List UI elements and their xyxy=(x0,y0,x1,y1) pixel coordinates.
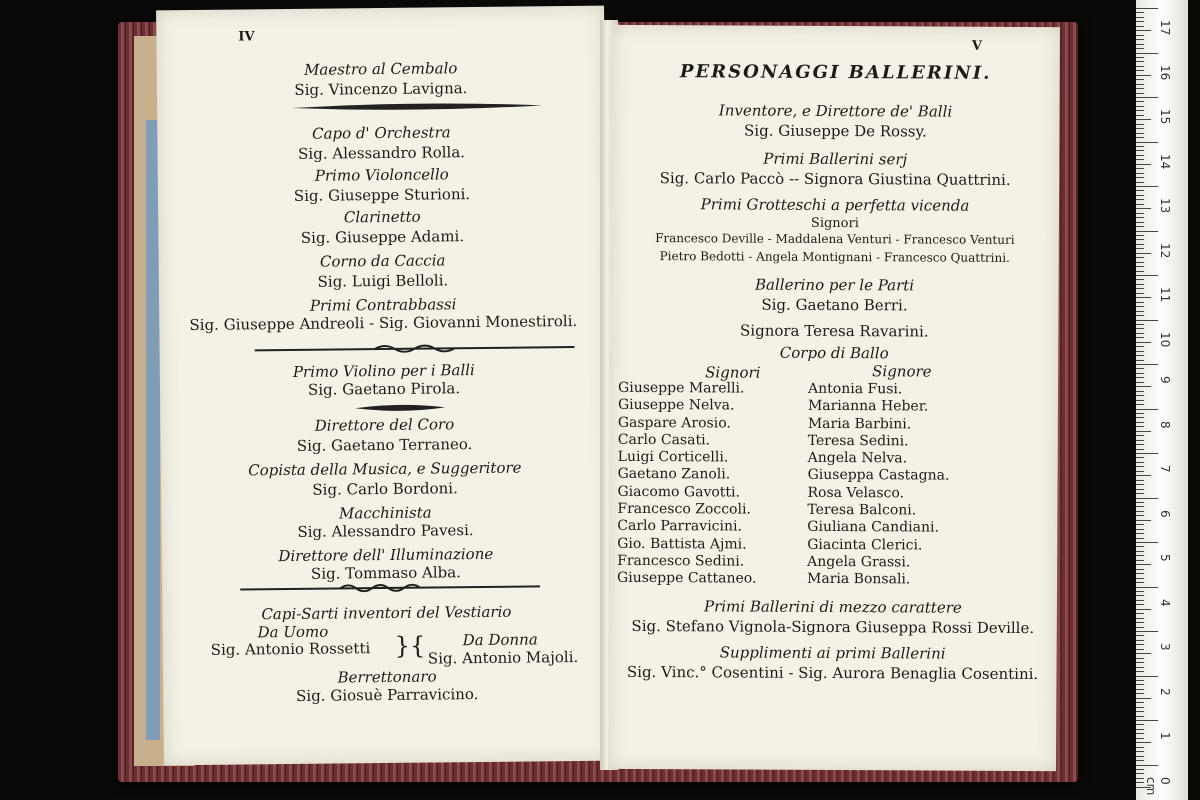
ruler-number: 8 xyxy=(1158,420,1172,429)
signori-list xyxy=(617,380,757,588)
ruler-tick xyxy=(1136,284,1144,285)
ruler-tick xyxy=(1136,578,1144,579)
ruler-tick xyxy=(1136,168,1144,169)
ruler-number: 7 xyxy=(1158,465,1172,473)
heading-line: Primo Violoncello xyxy=(314,165,449,185)
heading-line: Maestro al Cembalo xyxy=(303,59,458,79)
ornament-rule-2 xyxy=(255,343,575,354)
heading-line: Corno da Caccia xyxy=(319,251,446,271)
brace-ornament: }{ xyxy=(394,631,426,660)
ruler-tick xyxy=(1136,208,1151,209)
ruler-tick xyxy=(1136,449,1144,450)
ruler-tick xyxy=(1136,297,1151,298)
ruler-number: 9 xyxy=(1158,376,1172,384)
ruler-tick xyxy=(1136,386,1151,387)
ruler-tick xyxy=(1136,150,1144,151)
ruler-tick xyxy=(1136,471,1144,472)
ruler-tick xyxy=(1136,21,1144,22)
ruler-tick xyxy=(1136,502,1144,503)
ruler-tick xyxy=(1136,680,1144,681)
ruler-tick xyxy=(1136,315,1144,316)
name-line: Signori xyxy=(810,215,859,232)
ruler-tick xyxy=(1136,159,1144,160)
signore-name: Maria Barbini. xyxy=(807,415,912,432)
ruler-tick xyxy=(1136,600,1144,601)
ruler-tick xyxy=(1136,555,1144,556)
ruler-tick xyxy=(1136,271,1144,272)
ruler-tick xyxy=(1136,66,1144,67)
name-line: Sig. Vinc.° Cosentini - Sig. Aurora Benaglia Cosentini. xyxy=(626,662,1039,684)
ruler-tick xyxy=(1136,262,1144,263)
ruler-tick xyxy=(1136,333,1144,334)
ruler-number: 15 xyxy=(1158,109,1172,125)
ruler-tick xyxy=(1136,711,1144,712)
sarti-donna-name: Sig. Antonio Majoli. xyxy=(427,647,579,668)
ruler-tick xyxy=(1136,538,1144,539)
ruler-tick xyxy=(1136,440,1144,441)
ruler-number: 6 xyxy=(1158,509,1172,518)
ruler-tick xyxy=(1136,311,1144,312)
sarti-uomo-name: Sig. Antonio Rossetti xyxy=(210,639,371,659)
name-line: Sig. Giosuè Parravicino. xyxy=(295,685,479,705)
ruler-tick xyxy=(1136,360,1144,361)
ruler-tick xyxy=(1136,587,1158,588)
signore-name: Rosa Velasco. xyxy=(807,484,905,502)
name-line: Sig. Giuseppe Adami. xyxy=(300,227,465,247)
heading-line: Primi Ballerini di mezzo carattere xyxy=(703,597,962,617)
signori-name: Gaetano Zanoli. xyxy=(617,466,731,483)
ruler-tick xyxy=(1136,622,1144,623)
measuring-ruler xyxy=(1136,0,1188,800)
ruler-tick xyxy=(1136,235,1144,236)
ruler-tick xyxy=(1136,391,1144,392)
ruler-tick xyxy=(1136,760,1144,761)
signori-name: Giuseppe Cattaneo. xyxy=(617,570,757,587)
ruler-tick xyxy=(1136,355,1144,356)
signori-name: Carlo Parravicini. xyxy=(617,518,743,535)
ruler-tick xyxy=(1136,182,1144,183)
ruler-tick xyxy=(1136,631,1158,632)
signore-list xyxy=(807,381,950,589)
heading-line: Direttore dell' Illuminazione xyxy=(278,544,494,566)
ruler-tick xyxy=(1136,422,1144,423)
ruler-tick xyxy=(1136,39,1144,40)
ruler-tick xyxy=(1136,466,1144,467)
heading-line: Direttore del Coro xyxy=(314,415,455,435)
ruler-tick xyxy=(1136,551,1144,552)
ruler-tick xyxy=(1136,190,1144,191)
name-line: Sig. Giuseppe Sturioni. xyxy=(293,185,471,205)
ruler-tick xyxy=(1136,217,1144,218)
name-line: Sig. Carlo Paccò -- Signora Giustina Quattrini. xyxy=(659,169,1011,189)
ruler-tick xyxy=(1136,533,1144,534)
ruler-tick xyxy=(1136,564,1151,565)
heading-line: Supplimenti ai primi Ballerini xyxy=(719,643,946,663)
name-line: Sig. Alessandro Rolla. xyxy=(298,143,466,163)
ruler-tick xyxy=(1136,12,1144,13)
page-number-left: IV xyxy=(238,29,255,45)
ruler-tick xyxy=(1136,671,1144,672)
page-title: PERSONAGGI BALLERINI. xyxy=(679,61,992,84)
heading-line: Berrettonaro xyxy=(337,667,437,687)
ruler-tick xyxy=(1136,635,1144,636)
ruler-tick xyxy=(1136,676,1158,677)
ruler-tick xyxy=(1136,239,1144,240)
ruler-tick xyxy=(1136,146,1144,147)
ruler-tick xyxy=(1136,115,1144,116)
name-line: Pietro Bedotti - Angela Montignani - Francesco Quattrini. xyxy=(659,249,1010,265)
ruler-tick xyxy=(1136,204,1144,205)
ruler-tick xyxy=(1136,658,1144,659)
ruler-tick xyxy=(1136,61,1144,62)
ruler-tick xyxy=(1136,453,1158,454)
ruler-tick xyxy=(1136,724,1144,725)
ruler-tick xyxy=(1136,79,1144,80)
left-page xyxy=(156,6,612,766)
name-line: Sig. Giuseppe Andreoli - Sig. Giovanni Monestiroli. xyxy=(189,311,578,335)
ruler-tick xyxy=(1136,413,1144,414)
ruler-tick xyxy=(1136,520,1151,521)
signore-name: Giuseppa Castagna. xyxy=(807,467,950,485)
ruler-tick xyxy=(1136,778,1144,779)
ruler-tick xyxy=(1136,493,1144,494)
ruler-tick xyxy=(1136,707,1144,708)
ruler-tick xyxy=(1136,266,1144,267)
ruler-tick xyxy=(1136,582,1144,583)
ruler-tick xyxy=(1136,30,1151,31)
ruler-tick xyxy=(1136,293,1144,294)
ruler-tick xyxy=(1136,213,1144,214)
ruler-tick xyxy=(1136,222,1144,223)
ruler-tick xyxy=(1136,257,1144,258)
heading-line: Clarinetto xyxy=(343,207,421,227)
ruler-tick xyxy=(1136,26,1144,27)
ruler-tick xyxy=(1136,93,1144,94)
signore-name: Teresa Sedini. xyxy=(807,432,909,450)
ruler-tick xyxy=(1136,546,1144,547)
ruler-tick xyxy=(1136,53,1158,54)
ruler-tick xyxy=(1136,769,1144,770)
ruler-tick xyxy=(1136,747,1144,748)
ruler-tick xyxy=(1136,186,1158,187)
page-number-right: V xyxy=(971,38,982,54)
ruler-tick xyxy=(1136,275,1158,276)
ruler-tick xyxy=(1136,773,1144,774)
signori-name: Giuseppe Nelva. xyxy=(617,397,735,414)
heading-line: Primi Contrabbassi xyxy=(309,295,457,315)
ruler-tick xyxy=(1136,395,1144,396)
signori-name: Gio. Battista Ajmi. xyxy=(617,535,747,553)
ruler-tick xyxy=(1136,368,1144,369)
ruler-tick xyxy=(1136,738,1144,739)
signori-name: Giuseppe Marelli. xyxy=(618,379,745,397)
ruler-tick xyxy=(1136,364,1158,365)
signore-name: Teresa Balconi. xyxy=(807,501,917,519)
signore-name: Giuliana Candiani. xyxy=(807,519,939,536)
signori-name: Luigi Corticelli. xyxy=(617,449,729,466)
ruler-tick xyxy=(1136,128,1144,129)
ruler-tick xyxy=(1136,306,1144,307)
ornament-rule-4 xyxy=(240,582,540,593)
ruler-number: 17 xyxy=(1158,20,1172,36)
signori-label: Signori xyxy=(705,363,761,382)
ruler-tick xyxy=(1136,627,1144,628)
ruler-tick xyxy=(1136,591,1144,592)
ruler-tick xyxy=(1136,684,1144,685)
ruler-tick xyxy=(1136,542,1158,543)
ruler-tick xyxy=(1136,328,1144,329)
ruler-number: 12 xyxy=(1158,242,1172,258)
ruler-tick xyxy=(1136,124,1144,125)
ruler-tick xyxy=(1136,720,1158,721)
ruler-tick xyxy=(1136,662,1144,663)
ruler-tick xyxy=(1136,44,1144,45)
heading-line: Macchinista xyxy=(338,503,432,523)
name-line: Sig. Alessandro Pavesi. xyxy=(297,521,474,541)
signori-name: Francesco Sedini. xyxy=(617,552,745,570)
name-line: Sig. Tommaso Alba. xyxy=(310,563,462,583)
heading-line: Capi-Sarti inventori del Vestiario xyxy=(261,602,512,624)
signore-name: Giacinta Clerici. xyxy=(807,536,923,554)
signore-label: Signore xyxy=(872,362,932,381)
ruler-tick xyxy=(1136,253,1151,254)
heading-line: Copista della Musica, e Suggeritore xyxy=(248,458,522,480)
ruler-tick xyxy=(1136,484,1144,485)
ruler-tick xyxy=(1136,431,1151,432)
signori-name: Carlo Casati. xyxy=(617,431,711,449)
ruler-tick xyxy=(1136,155,1144,156)
ruler-tick xyxy=(1136,529,1144,530)
ruler-tick xyxy=(1136,97,1158,98)
ornament-rule-3 xyxy=(355,403,445,412)
ruler-number: 4 xyxy=(1158,598,1172,607)
name-line: Sig. Gaetano Pirola. xyxy=(307,379,461,399)
ruler-tick xyxy=(1136,409,1158,410)
ruler-tick xyxy=(1136,57,1144,58)
ruler-tick xyxy=(1136,489,1144,490)
signore-name: Maria Bonsali. xyxy=(807,571,911,588)
ruler-tick xyxy=(1136,613,1144,614)
ruler-tick xyxy=(1136,498,1158,499)
ruler-tick xyxy=(1136,377,1144,378)
ruler-tick xyxy=(1136,119,1151,120)
ruler-tick xyxy=(1136,618,1144,619)
ruler-tick xyxy=(1136,511,1144,512)
heading-line: Inventore, e Direttore de' Balli xyxy=(718,101,953,121)
ruler-tick xyxy=(1136,515,1144,516)
ruler-tick xyxy=(1136,17,1144,18)
ruler-tick xyxy=(1136,765,1158,766)
ruler-tick xyxy=(1136,75,1151,76)
ruler-tick xyxy=(1136,226,1144,227)
ruler-tick xyxy=(1136,426,1144,427)
heading-line: Primo Violino per i Balli xyxy=(292,361,475,381)
heading-line: Primi Ballerini serj xyxy=(763,149,908,169)
ornament-rule-1 xyxy=(292,101,542,112)
ruler-tick xyxy=(1136,70,1144,71)
ruler-tick xyxy=(1136,560,1144,561)
ruler-tick xyxy=(1136,342,1151,343)
ruler-tick xyxy=(1136,667,1144,668)
ruler-number: 10 xyxy=(1158,331,1172,347)
ruler-tick xyxy=(1136,475,1151,476)
ruler-tick xyxy=(1136,279,1144,280)
ruler-tick xyxy=(1136,101,1144,102)
signore-name: Angela Grassi. xyxy=(807,553,911,571)
ruler-tick xyxy=(1136,84,1144,85)
name-line: Sig. Stefano Vignola-Signora Giuseppa Rossi Deville. xyxy=(631,616,1035,638)
ruler-tick xyxy=(1136,729,1144,730)
ruler-tick xyxy=(1136,195,1144,196)
ruler-tick xyxy=(1136,346,1144,347)
ruler-tick xyxy=(1136,288,1144,289)
ruler-tick xyxy=(1136,649,1144,650)
ruler-number: 14 xyxy=(1158,153,1172,169)
ruler-tick xyxy=(1136,756,1144,757)
ruler-number: 5 xyxy=(1158,554,1172,562)
heading-line: Ballerino per le Parti xyxy=(754,275,915,295)
signore-name: Antonia Fusi. xyxy=(808,380,903,398)
name-line: Francesco Deville - Maddalena Venturi - Francesco Venturi xyxy=(655,231,1015,247)
name-line: Sig. Luigi Belloli. xyxy=(317,271,449,291)
ruler-tick xyxy=(1136,653,1151,654)
ruler-number: 1 xyxy=(1158,732,1172,740)
heading-line: Capo d' Orchestra xyxy=(311,123,451,143)
ruler-tick xyxy=(1136,351,1144,352)
ruler-tick xyxy=(1136,248,1144,249)
right-page xyxy=(608,25,1060,771)
name-line: Sig. Gaetano Berri. xyxy=(761,295,908,315)
ruler-tick xyxy=(1136,702,1144,703)
ruler-tick xyxy=(1136,689,1144,690)
sarti-donna-label: Da Donna xyxy=(462,630,538,650)
ruler-tick xyxy=(1136,173,1144,174)
ruler-tick xyxy=(1136,48,1144,49)
ruler-tick xyxy=(1136,595,1144,596)
ruler-tick xyxy=(1136,382,1144,383)
heading-line: Primi Grotteschi a perfetta vicenda xyxy=(700,195,970,215)
ruler-tick xyxy=(1136,733,1144,734)
ruler-tick xyxy=(1136,573,1144,574)
sarti-uomo-label: Da Uomo xyxy=(257,622,329,642)
ruler-tick xyxy=(1136,751,1144,752)
ruler-tick xyxy=(1136,231,1158,232)
ruler-tick xyxy=(1136,177,1144,178)
heading-line: Corpo di Ballo xyxy=(779,343,889,363)
ruler-tick xyxy=(1136,524,1144,525)
ruler-tick xyxy=(1136,35,1144,36)
ruler-tick xyxy=(1136,88,1144,89)
ruler-number: 16 xyxy=(1158,64,1172,80)
ruler-tick xyxy=(1136,569,1144,570)
ruler-tick xyxy=(1136,8,1158,9)
ruler-tick xyxy=(1136,693,1144,694)
name-line: Sig. Giuseppe De Rossy. xyxy=(743,121,927,141)
ruler-tick xyxy=(1136,782,1144,783)
ruler-tick xyxy=(1136,337,1144,338)
ruler-number: 0 cm xyxy=(1144,776,1172,795)
ruler-tick xyxy=(1136,142,1158,143)
name-line: Sig. Carlo Bordoni. xyxy=(312,479,458,499)
ruler-tick xyxy=(1136,302,1144,303)
ruler-tick xyxy=(1136,457,1144,458)
ruler-tick xyxy=(1136,609,1151,610)
ruler-number: 3 xyxy=(1158,643,1172,651)
ruler-number: 2 xyxy=(1158,687,1172,696)
ruler-tick xyxy=(1136,324,1144,325)
ruler-tick xyxy=(1136,373,1144,374)
ruler-tick xyxy=(1136,480,1144,481)
ruler-number: 13 xyxy=(1158,198,1172,214)
ruler-tick xyxy=(1136,462,1144,463)
ruler-tick xyxy=(1136,417,1144,418)
signore-name: Angela Nelva. xyxy=(807,450,908,467)
ruler-tick xyxy=(1136,106,1144,107)
ruler-tick xyxy=(1136,110,1144,111)
ruler-tick xyxy=(1136,716,1144,717)
ruler-tick xyxy=(1136,698,1151,699)
ruler-tick xyxy=(1136,400,1144,401)
ruler-tick xyxy=(1136,640,1144,641)
ruler-tick xyxy=(1136,244,1144,245)
ruler-tick xyxy=(1136,506,1144,507)
ruler-tick xyxy=(1136,320,1158,321)
ruler-tick xyxy=(1136,199,1144,200)
name-line: Sig. Vincenzo Lavigna. xyxy=(294,79,468,99)
ruler-tick xyxy=(1136,604,1144,605)
signori-name: Gaspare Arosio. xyxy=(617,414,731,432)
name-line: Signora Teresa Ravarini. xyxy=(739,321,929,341)
signori-name: Giacomo Gavotti. xyxy=(617,483,741,501)
ruler-tick xyxy=(1136,444,1144,445)
signore-name: Marianna Heber. xyxy=(807,398,929,415)
ruler-tick xyxy=(1136,742,1151,743)
ruler-tick xyxy=(1136,435,1144,436)
ruler-tick xyxy=(1136,137,1144,138)
ruler-number: 11 xyxy=(1158,287,1172,303)
ruler-tick xyxy=(1136,644,1144,645)
signori-name: Francesco Zoccoli. xyxy=(617,500,751,518)
ruler-tick xyxy=(1136,164,1151,165)
ruler-tick xyxy=(1136,404,1144,405)
ruler-tick xyxy=(1136,133,1144,134)
name-line: Sig. Gaetano Terraneo. xyxy=(296,435,473,455)
